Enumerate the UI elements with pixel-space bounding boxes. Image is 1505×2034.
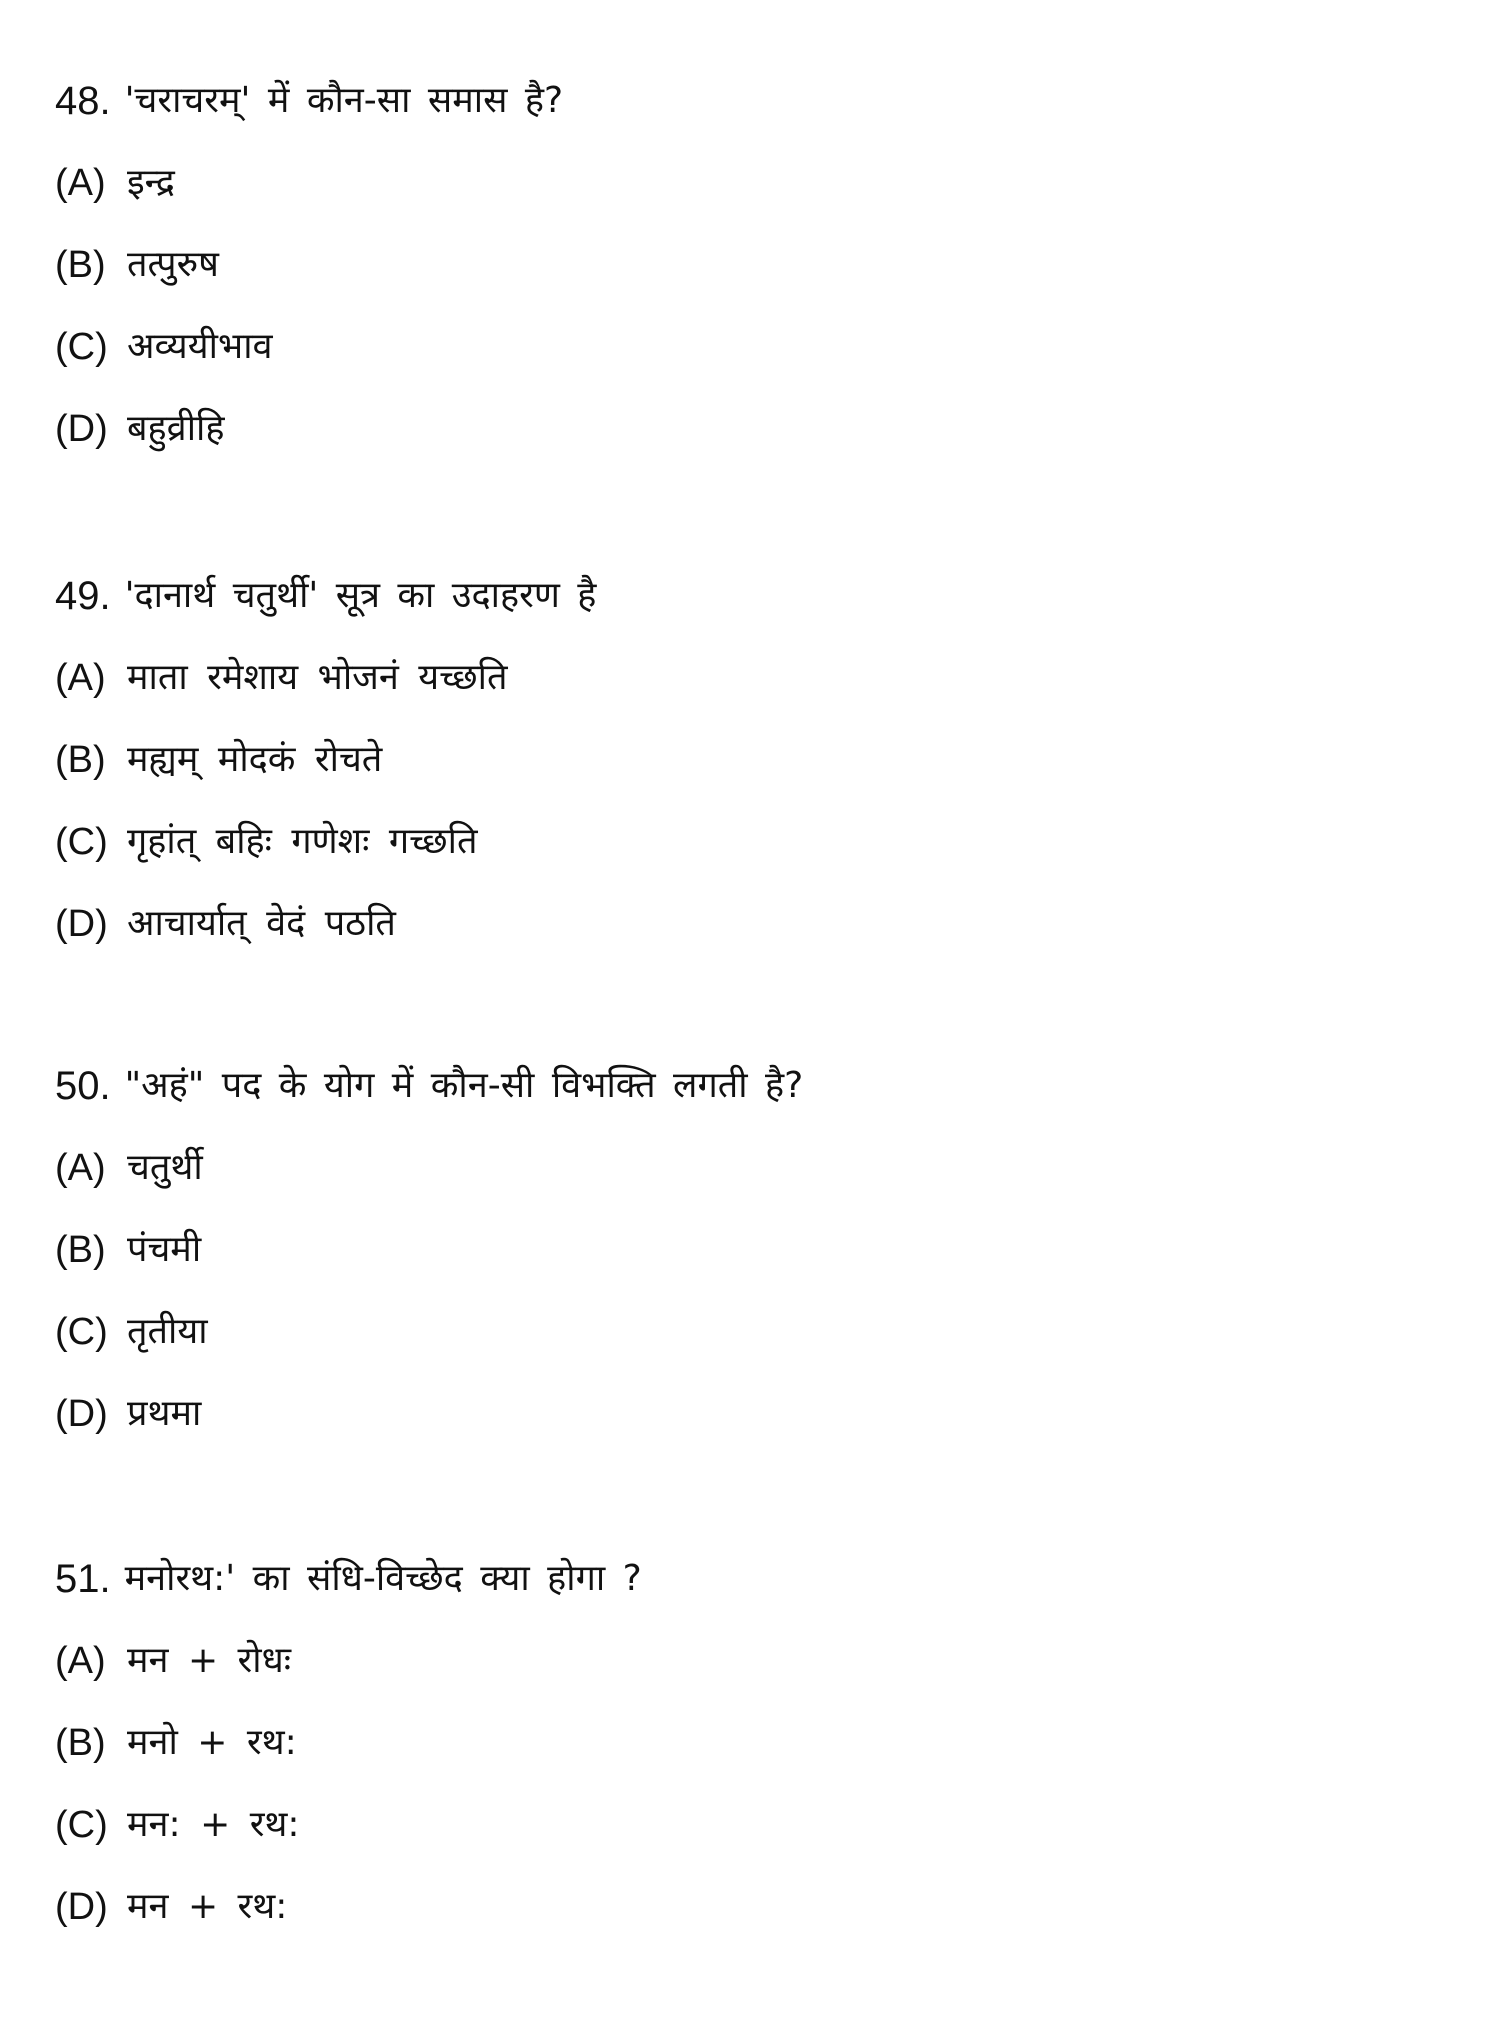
question-number: 50. [55,1064,111,1108]
question-text: 'दानार्थ चतुर्थी' सूत्र का उदाहरण है [124,575,597,616]
option-text: इन्द्र [127,162,175,203]
option-label: (B) [55,1229,106,1271]
option-text: मन + रथ: [127,1886,288,1927]
option-c [55,306,1455,388]
option-text: मन: + रथ: [127,1804,300,1845]
option-label: (C) [55,1804,108,1846]
question-number: 49. [55,574,111,618]
option-d [55,1866,1455,1948]
option-c [55,1291,1455,1373]
question-stem [55,1045,1455,1127]
option-b [55,1209,1455,1291]
option-text: मन + रोधः [127,1640,292,1681]
question-number: 48. [55,79,111,123]
option-text: आचार्यात् वेदं पठति [127,903,396,944]
option-text: अव्ययीभाव [127,326,273,367]
option-label: (D) [55,903,108,945]
question-51 [55,1538,1455,1948]
option-label: (A) [55,1147,106,1189]
question-stem [55,60,1455,142]
option-label: (D) [55,408,108,450]
option-text: प्रथमा [127,1393,202,1434]
question-50 [55,1045,1455,1455]
option-text: पंचमी [127,1229,202,1270]
option-b [55,1702,1455,1784]
option-a [55,637,1455,719]
option-text: माता रमेशाय भोजनं यच्छति [127,657,508,698]
option-label: (B) [55,244,106,286]
option-d [55,1373,1455,1455]
option-label: (A) [55,162,106,204]
option-text: चतुर्थी [127,1147,203,1188]
option-d [55,388,1455,470]
option-c [55,1784,1455,1866]
option-label: (D) [55,1393,108,1435]
option-label: (C) [55,1311,108,1353]
option-label: (D) [55,1886,108,1928]
option-b [55,719,1455,801]
option-label: (C) [55,821,108,863]
question-text: "अहं" पद के योग में कौन-सी विभक्ति लगती है? [124,1065,804,1106]
question-number: 51. [55,1557,111,1601]
option-label: (B) [55,739,106,781]
question-48 [55,60,1455,470]
option-label: (B) [55,1722,106,1764]
option-label: (C) [55,326,108,368]
question-text: मनोरथ:' का संधि-विच्छेद क्या होगा ? [124,1558,642,1599]
question-stem [55,1538,1455,1620]
option-text: मह्यम् मोदकं रोचते [127,739,383,780]
option-text: तृतीया [127,1311,208,1352]
option-c [55,801,1455,883]
option-label: (A) [55,1640,106,1682]
option-a [55,1620,1455,1702]
option-b [55,224,1455,306]
option-d [55,883,1455,965]
question-text: 'चराचरम्' में कौन-सा समास है? [124,80,564,121]
option-label: (A) [55,657,106,699]
option-text: मनो + रथ: [127,1722,297,1763]
option-a [55,142,1455,224]
option-text: तत्पुरुष [127,244,219,285]
option-a [55,1127,1455,1209]
question-49 [55,555,1455,965]
option-text: बहुव्रीहि [127,408,225,449]
option-text: गृहांत् बहिः गणेशः गच्छति [127,821,478,862]
question-stem [55,555,1455,637]
